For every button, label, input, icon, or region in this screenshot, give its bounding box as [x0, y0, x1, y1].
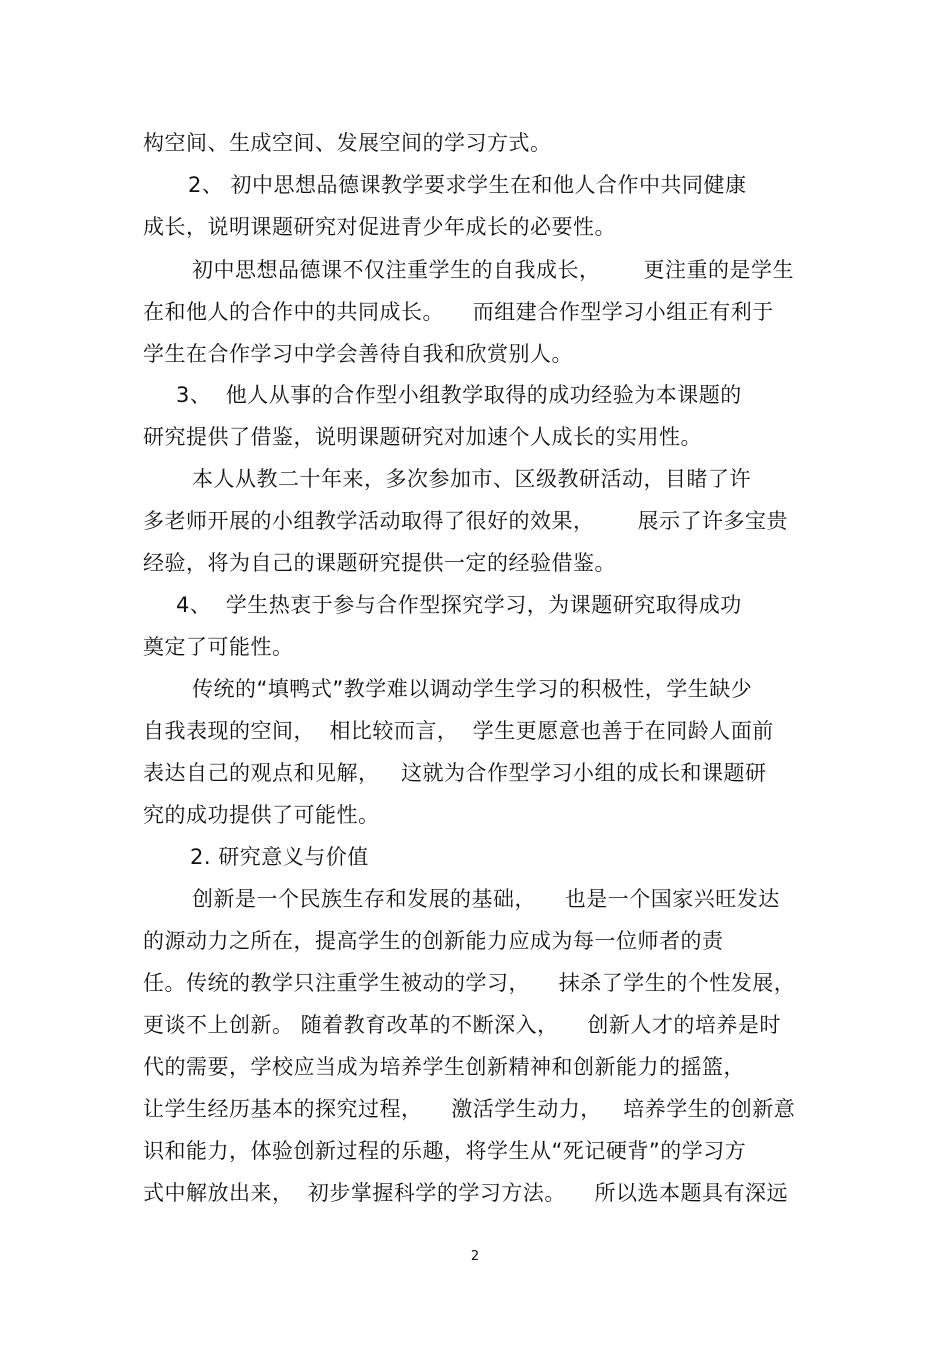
text-line-7: 3、 他人从事的合作型小组教学取得的成功经验为本课题的 [176, 383, 742, 407]
text-line-6: 学生在合作学习中学会善待自我和欣赏别人。 [143, 342, 573, 366]
text-line-5: 在和他人的合作中的共同成长。 而组建合作型学习小组正有利于 [143, 300, 774, 324]
text-line-26: 式中解放出来， 初步掌握科学的学习方法。 所以选本题具有深远 [143, 1181, 789, 1205]
text-line-11: 经验，将为自己的课题研究提供一定的经验借鉴。 [143, 551, 616, 575]
text-line-8: 研究提供了借鉴，说明课题研究对加速个人成长的实用性。 [143, 425, 702, 449]
text-line-13: 奠定了可能性。 [143, 635, 294, 659]
text-line-14: 传统的“填鸭式”教学难以调动学生学习的积极性，学生缺少 [192, 677, 753, 701]
text-line-24: 让学生经历基本的探究过程， 激活学生动力， 培养学生的创新意 [143, 1097, 796, 1121]
text-line-25: 识和能力，体验创新过程的乐趣，将学生从“死记硬背”的学习方 [143, 1139, 747, 1163]
text-line-16: 表达自己的观点和见解， 这就为合作型学习小组的成长和课题研 [143, 761, 767, 785]
section-heading: 2. 研究意义与价值 [190, 845, 369, 869]
text-line-19: 创新是一个民族生存和发展的基础， 也是一个国家兴旺发达 [192, 887, 780, 911]
text-line-9: 本人从教二十年来，多次参加市、区级教研活动，目睹了许 [192, 467, 751, 491]
text-line-17: 究的成功提供了可能性。 [143, 803, 380, 827]
page-number: 2 [470, 1249, 480, 1264]
text-line-15: 自我表现的空间， 相比较而言， 学生更愿意也善于在同龄人面前 [143, 719, 774, 743]
text-line-22: 更谈不上创新。 随着教育改革的不断深入， 创新人才的培养是时 [143, 1013, 781, 1037]
text-line-21: 任。传统的教学只注重学生被动的学习， 抹杀了学生的个性发展， [143, 971, 796, 995]
text-line-20: 的源动力之所在，提高学生的创新能力应成为每一位师者的责 [143, 929, 724, 953]
text-line-10: 多老师开展的小组教学活动取得了很好的效果， 展示了许多宝贵 [143, 509, 789, 533]
text-line-23: 代的需要，学校应当成为培养学生创新精神和创新能力的摇篮， [143, 1055, 745, 1079]
text-line-3: 成长，说明课题研究对促进青少年成长的必要性。 [143, 215, 616, 239]
text-line-1: 构空间、生成空间、发展空间的学习方式。 [143, 131, 552, 155]
text-line-2: 2、 初中思想品德课教学要求学生在和他人合作中共同健康 [188, 173, 747, 197]
text-line-12: 4、 学生热衷于参与合作型探究学习，为课题研究取得成功 [176, 593, 742, 617]
text-line-4: 初中思想品德课不仅注重学生的自我成长， 更注重的是学生 [192, 258, 795, 282]
